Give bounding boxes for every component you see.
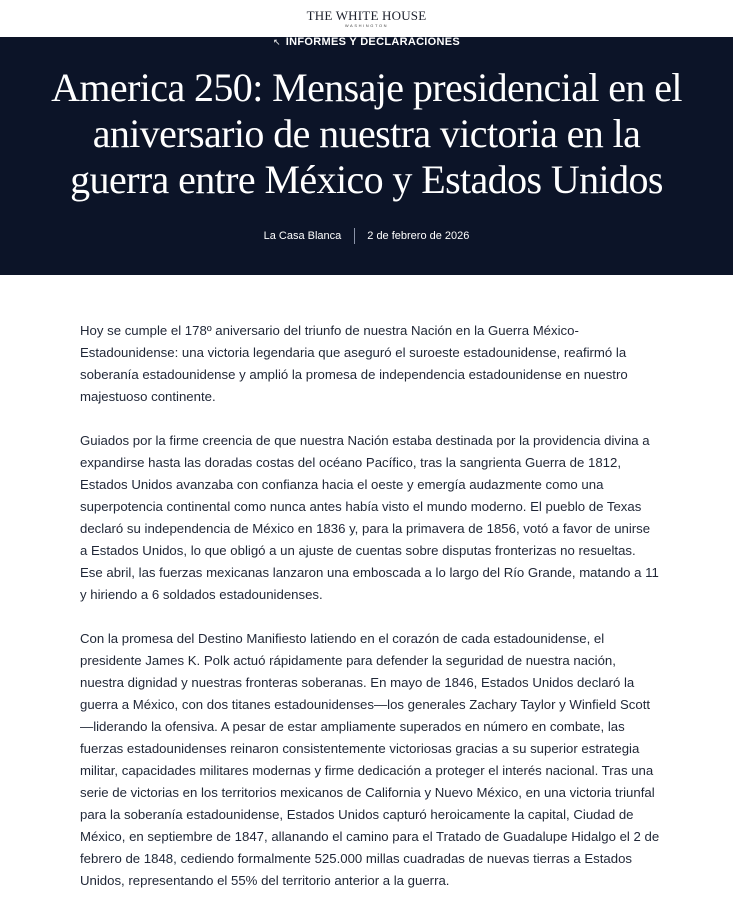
article-meta xyxy=(0,228,733,244)
article-paragraph: Hoy se cumple el 178º aniversario del triunfo de nuestra Nación en la Guerra México-Estadounidense: una victoria legendaria que aseguró el suroeste estadounidense, reafirmó la soberanía estadounidense y amplió la promesa de independencia estadounidense en nuestro majestuoso continente. xyxy=(80,323,628,404)
arrow-up-left-icon: ↖ xyxy=(272,37,281,47)
logo-main-text: THE WHITE HOUSE xyxy=(306,8,427,23)
category-link[interactable] xyxy=(0,37,733,47)
page-title: America 250: Mensaje presidencial en el aniversario de nuestra victoria en la guerra entre México y Estados Unidos xyxy=(51,65,682,202)
meta-divider xyxy=(354,228,355,244)
article-body xyxy=(80,320,660,914)
site-logo[interactable] xyxy=(307,9,427,29)
site-header xyxy=(0,0,733,37)
article-hero xyxy=(0,37,733,275)
publish-date: 2 de febrero de 2026 xyxy=(367,230,470,242)
author: La Casa Blanca xyxy=(263,230,342,242)
article-paragraph: Con la promesa del Destino Manifiesto latiendo en el corazón de cada estadounidense, el presidente James K. Polk actuó rápidamente para defender la seguridad de nuestra nación, nuestra dignidad y nuestras fronteras soberanas. En mayo de 1846, Estados Unidos declaró la guerra a México, con dos titanes estadounidenses—los generales Zachary Taylor y Winfield Scott—liderando la ofensiva. A pesar de estar ampliamente superados en número en combate, las fuerzas estadounidenses reinaron consistentemente victoriosas gracias a su superior estrategia militar, capacidades militares modernas y firme dedicación a proteger el interés nacional. Tras una serie de victorias en los territorios mexicanos de California y Nuevo México, en una victoria triunfal para la soberanía estadounidense, Estados Unidos capturó heroicamente la capital, Ciudad de México, en septiembre de 1847, allanando el camino para el Tratado de Guadalupe Hidalgo el 2 de febrero de 1848, cediendo formalmente 525.000 millas cuadradas de nuevas tierras a Estados Unidos, representando el 55% del territorio anterior a la guerra. xyxy=(80,631,660,888)
article-paragraph: Guiados por la firme creencia de que nuestra Nación estaba destinada por la providencia divina a expandirse hasta las doradas costas del océano Pacífico, tras la sangrienta Guerra de 1812, Estados Unidos avanzaba con confianza hacia el oeste y emergía audazmente como una superpotencia continental como nunca antes había visto el mundo moderno. El pueblo de Texas declaró su independencia de México en 1836 y, para la primavera de 1856, votó a favor de unirse a Estados Unidos, lo que obligó a un ajuste de cuentas sobre disputas fronterizas no resueltas. Ese abril, las fuerzas mexicanas lanzaron una emboscada a lo largo del Río Grande, matando a 11 y hiriendo a 6 soldados estadounidenses. xyxy=(80,433,659,602)
category-label: INFORMES Y DECLARACIONES xyxy=(285,36,461,48)
logo-sub-text: WASHINGTON xyxy=(344,23,389,28)
